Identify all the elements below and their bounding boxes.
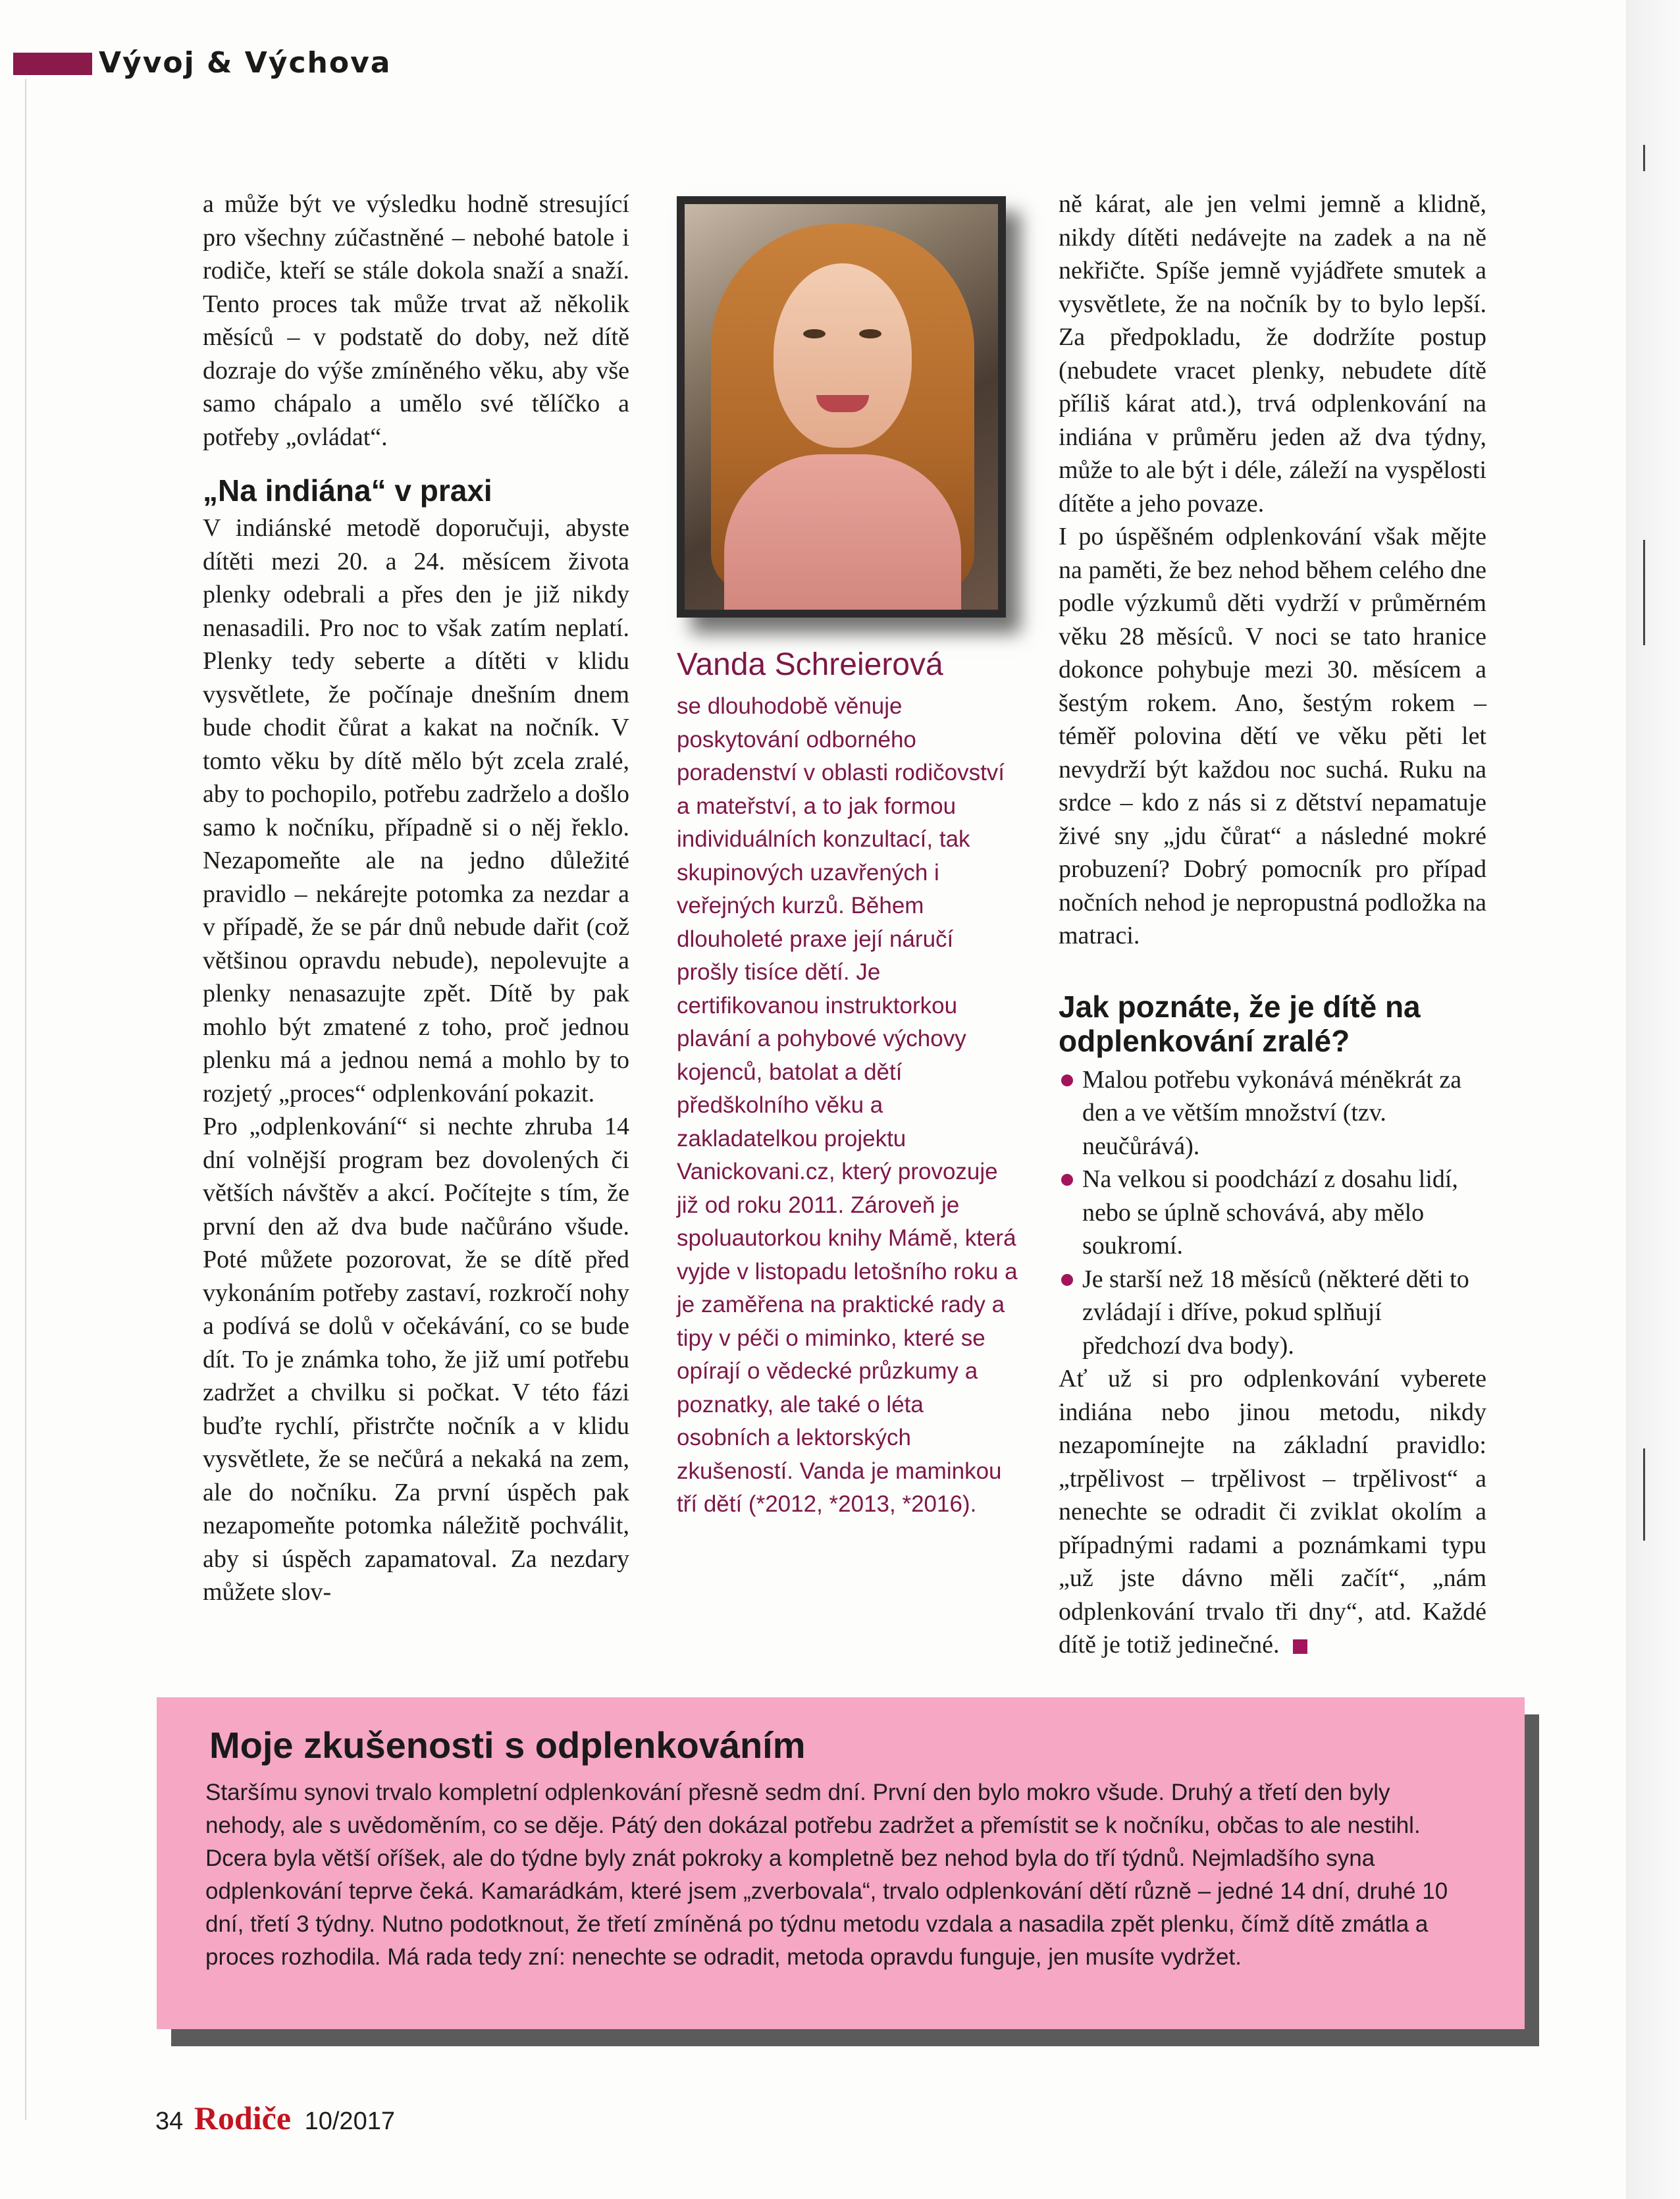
bullet-icon xyxy=(1061,1174,1073,1186)
issue-number: 10/2017 xyxy=(304,2107,395,2135)
author-bio: se dlouhodobě věnuje poskytování odborného poradenství v oblasti rodičovství a mateřství, a to jak formou individuálních konzultací, tak skupinových uzavřených i veřejných kurzů. Během dlouholeté praxe její náručí prošly tisíce dětí. Je certifikovanou instruktorkou plavání a pohybové výchovy kojenců, batolat a dětí předškolního věku a zakladatelkou projektu Vanickovani.cz, který provozuje již od roku 2011. Zároveň je spoluautorkou knihy Mámě, která vyjde v listopadu letošního roku a je zaměřena na praktické rady a tipy v péči o miminko, které se opírají o vědecké průzkumy a poznatky, ale také o léta osobních a lektorských zkušeností. Vanda je maminkou tří dětí (*2012, *2013, *2016). xyxy=(677,693,1018,1517)
experience-box-text: Staršímu synovi trvalo kompletní odplenkování přesně sedm dní. První den bylo mokro všude. Druhý a třetí den byly nehody, ale s uvědoměním, co se děje. Pátý den dokázal potřebu zadržet a přemístit se k nočníku, občas to ale nestihl. Dcera byla větší oříšek, ale do týdne byly znát pokroky a kompletně bez nehod byla do tří týdnů. Nejmladšího syna odplenkování teprve čeká. Kamarádkám, které jsem „zverbovala“, trvalo odplenkování dětí různě – jedné 14 dní, druhé 10 dní, třetí 3 týdny. Nutno podotknout, že třetí zmíněná po týdnu metodu vzdala a nasadila zpět plenku, čímž dítě zmátla a proces rozhodila. Má rada tedy zní: nenechte se odradit, metoda opravdu funguje, jen musíte vydržet. xyxy=(205,1780,1448,1970)
article-column-right xyxy=(1059,188,1486,1662)
scan-page-edge xyxy=(1626,0,1680,2199)
portrait-photo-icon xyxy=(685,204,998,610)
experience-box-title: Moje zkušenosti s odplenkováním xyxy=(209,1724,806,1766)
experience-box xyxy=(157,1697,1525,2029)
paragraph-intro: a může být ve výsledku hodně stresující pro všechny zúčastněné – nebohé batole i rodiče, kteří se stále dokola snaží a snaží. Tento proces tak může trvat až několik měsíců – v podstatě do doby, než dítě dozraje do výše zmíněného věku, aby vše samo chápalo a umělo své tělíčko a potřeby „ovládat“. xyxy=(203,190,629,451)
list-item: Na velkou si poodchází z dosahu lidí, nebo se úplně schovává, aby mělo soukromí. xyxy=(1059,1163,1486,1263)
author-photo xyxy=(677,196,1006,618)
section-title: Vývoj & Výchova xyxy=(99,46,392,80)
list-item: Je starší než 18 měsíců (některé děti to zvládají i dříve, pokud splňují předchozí dva body). xyxy=(1059,1263,1486,1363)
section-color-bar xyxy=(13,53,92,75)
paragraph-closing: Ať už si pro odplenkování vyberete indiána nebo jinou metodu, nikdy nezapomínejte na základní pravidlo: „trpělivost – trpělivost – trpělivost“ a nenechte se odradit či zviklat okolím a případnými radami a poznámkami typu „už jste dávno měli začít“, „nám odplenkování trvalo tři dny“, atd. Každé dítě je totiž jedinečné. xyxy=(1059,1365,1486,1658)
magazine-logo: Rodiče xyxy=(194,2100,292,2136)
bullet-icon xyxy=(1061,1074,1073,1086)
page-binding-rule xyxy=(25,79,26,2120)
subheading-practice: „Na indiána“ v praxi xyxy=(203,473,492,508)
paragraph-night: I po úspěšném odplenkování však mějte na paměti, že bez nehod během celého dne podle výzkumů děti vydrží v průměrném věku 28 měsíců. V noci se tato hranice dokonce pohybuje mezi 30. měsícem a šestým rokem. Ano, šestým rokem – téměř polovina dětí ve věku pěti let nevydrží být každou noc suchá. Ruku na srdce – kdo z nás si z dětství nepamatuje živé sny „jdu čůrat“ a následné mokré probuzení? Dobrý pomocník pro případ nočních nehod je nepropustná podložka na matraci. xyxy=(1059,523,1486,949)
paragraph-gentle: ně kárat, ale jen velmi jemně a klidně, nikdy dítěti nedávejte na zadek a na ně nekřičte. Spíše jemně vyjádřete smutek a vysvětlete, že na nočník by to bylo lepší. Za předpokladu, že dodržíte postup (nebudete vracet plenky, nebudete dítě příliš kárat atd.), trvá odplenkování na indiána v průměru jeden až dva týdny, může to ale být i déle, záleží na vyspělosti dítěte a jeho povaze. xyxy=(1059,190,1486,517)
list-item: Malou potřebu vykonává méněkrát za den a ve větším množství (tzv. neučůrává). xyxy=(1059,1063,1486,1163)
page-number: 34 xyxy=(155,2107,184,2135)
readiness-list xyxy=(1059,1063,1486,1363)
bullet-icon xyxy=(1061,1274,1073,1286)
paragraph-method: V indiánské metodě doporučuji, abyste dítěti mezi 20. a 24. měsícem života plenky odebrali a přes den je již nikdy nenasadili. Pro noc to však zatím neplatí. Plenky tedy seberte a dítěti v klidu vysvětlete, že počínaje dnešním dnem bude chodit čůrat a kakat na nočník. V tomto věku by dítě mělo být zcela zralé, aby to pochopilo, potřebu zadrželo a došlo samo k nočníku, případně si o něj řeklo. Nezapomeňte ale na jedno důležité pravidlo – nekárejte potomka za nezdar a v případě, že se pár dnů nebude dařit (což většinou opravdu nebude), nepolevujte a plenky nenasazujte zpět. Dítě by pak mohlo být zmatené z toho, proč jednou plenku má a jednou nemá a mohlo by to rozjetý „proces“ odplenkování pokazit. xyxy=(203,514,629,1107)
end-of-article-icon xyxy=(1293,1639,1307,1654)
paragraph-program: Pro „odplenkování“ si nechte zhruba 14 dní volnější program bez dovolených či větších návštěv a akcí. Počítejte s tím, že první den až dva bude načůráno všude. Poté můžete pozorovat, že se dítě před vykonáním potřeby zastaví, rozkročí nohy a podívá se dolů v očekávání, co se bude dít. To je známka toho, že již umí potřebu zadržet a chvilku si počkat. V této fázi buďte rychlí, přistrčte nočník a v klidu vysvětlete, že se nečůrá a nekaká na zem, ale do nočníku. Za první úspěch pak nezapomeňte potomka náležitě pochválit, aby si úspěch zapamatoval. Za nezdary můžete slov- xyxy=(203,1113,629,1606)
author-name: Vanda Schreierová xyxy=(677,647,943,682)
article-column-left xyxy=(203,188,629,1609)
subheading-readiness: Jak poznáte, že je dítě na odplenkování zralé? xyxy=(1059,989,1421,1058)
page-footer xyxy=(155,2099,395,2137)
